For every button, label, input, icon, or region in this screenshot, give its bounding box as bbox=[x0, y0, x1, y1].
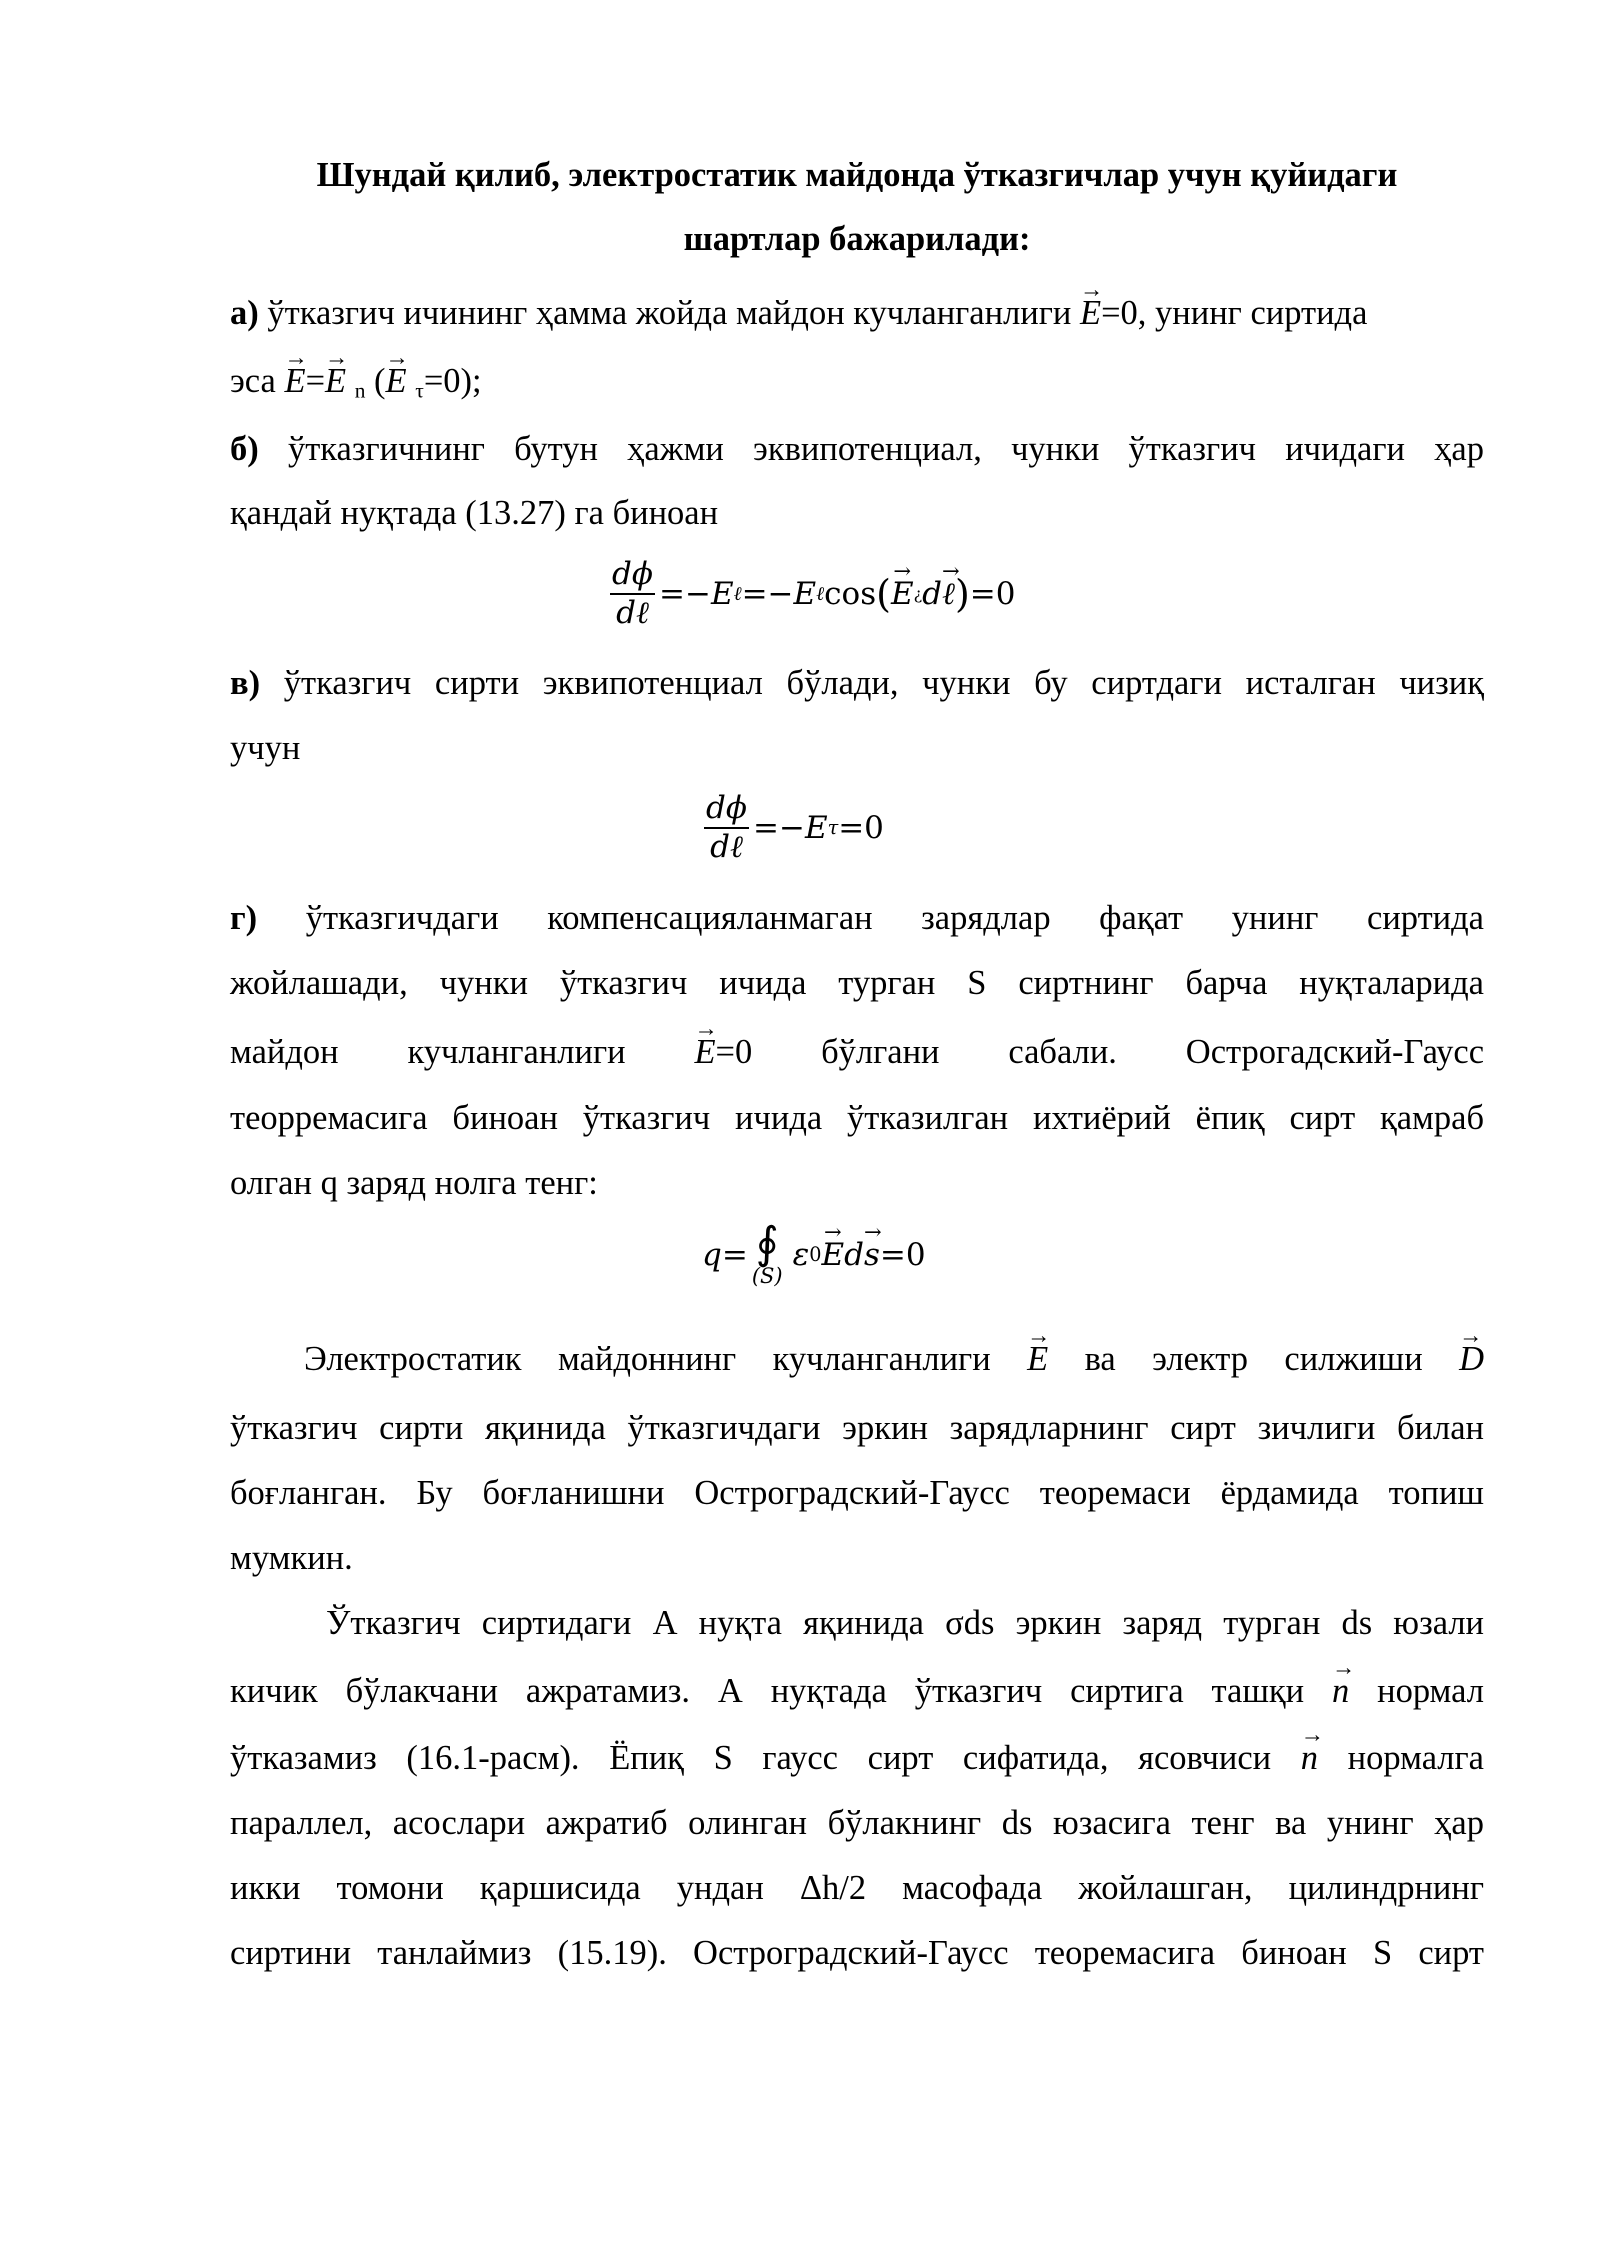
vector-e-expression bbox=[694, 1033, 752, 1071]
formula-e-symbol: E bbox=[793, 575, 817, 612]
contour-integral bbox=[751, 1218, 783, 1288]
formula-subscript-tau: τ bbox=[827, 816, 839, 840]
subscript-tau: τ bbox=[415, 378, 424, 403]
word: электр bbox=[1152, 1340, 1248, 1378]
item-a-text: ўтказгич ичининг ҳамма жойда майдон кучланганлиги bbox=[258, 294, 1080, 332]
fraction-dphi-dl bbox=[704, 792, 749, 863]
epsilon-subscript: 0 bbox=[809, 1243, 822, 1266]
vector-e-symbol: → E bbox=[1027, 1342, 1048, 1377]
epsilon-symbol: ε bbox=[792, 1236, 810, 1273]
section-title-line-2: шартлар бажарилади: bbox=[683, 220, 1031, 258]
formula-potential-gradient bbox=[610, 558, 1015, 629]
para-2-line-5: икки томони қаршисида ундан Δh/2 масофада жойлашган, цилиндрнинг bbox=[230, 1869, 1484, 1907]
para-2-text: ўтказамиз (16.1-расм). Ёпиқ S гаусс сирт сифатида, ясовчиси bbox=[230, 1739, 1301, 1777]
formula-left-paren: ( bbox=[876, 571, 891, 616]
item-a-line-2 bbox=[230, 364, 1484, 402]
word: бўлгани bbox=[821, 1033, 940, 1071]
formula-vector-s: → s bbox=[864, 1237, 880, 1273]
vector-e-symbol: → E bbox=[1080, 296, 1101, 331]
fraction-denominator: dℓ bbox=[616, 594, 649, 631]
formula-vector-e: → E bbox=[891, 576, 914, 612]
formula-end: =0 bbox=[969, 575, 1016, 612]
para-2-line-6: сиртини танлаймиз (15.19). Остроградский-Гаусс теоремасига биноан S сирт bbox=[230, 1934, 1484, 1972]
word: майдон bbox=[230, 1033, 339, 1071]
formula-operator: =− bbox=[741, 575, 794, 612]
item-g-line-2: жойлашади, чунки ўтказгич ичида турган S сиртнинг барча нуқталарида bbox=[230, 964, 1484, 1002]
formula-vector-l: → ℓ bbox=[942, 576, 955, 612]
item-b-text: ўтказгичнинг бутун ҳажми эквипотенциал, чунки ўтказгич ичидаги ҳар bbox=[258, 430, 1484, 468]
formula-end: =0 bbox=[879, 1236, 926, 1273]
word: кучланганлиги bbox=[407, 1033, 626, 1071]
para-1-line-2: ўтказгич сирти яқинида ўтказгичдаги эркин зарядларнинг сирт зичлиги билан bbox=[230, 1409, 1484, 1447]
para-2-text: кичик бўлакчани ажратамиз. А нуқтада ўтказгич сиртига ташқи bbox=[230, 1672, 1332, 1710]
para-1-line-3: боғланган. Бу боғланишни Остроградский-Гаусс теоремаси ёрдамида топиш bbox=[230, 1474, 1484, 1512]
para-1-line-1 bbox=[304, 1342, 1484, 1377]
formula-e-symbol: E bbox=[710, 575, 734, 612]
equals-zero: =0 bbox=[715, 1033, 753, 1071]
vector-e-symbol: → E bbox=[694, 1035, 715, 1070]
item-g-label: г) bbox=[230, 899, 258, 937]
item-g-line-3 bbox=[230, 1035, 1484, 1070]
section-title-line-1: Шундай қилиб, электростатик майдонда ўтказгичлар учун қуйидаги bbox=[316, 156, 1398, 194]
item-b-line-1 bbox=[230, 432, 1484, 467]
para-1-line-4: мумкин. bbox=[230, 1539, 353, 1577]
equals-sign: = bbox=[305, 362, 326, 400]
formula-superscript: ¿ bbox=[913, 584, 923, 604]
formula-operator: =− bbox=[658, 575, 711, 612]
item-v-line-2: учун bbox=[230, 729, 301, 767]
formula-gauss-integral bbox=[702, 1218, 926, 1288]
item-a-label: а) bbox=[230, 294, 259, 332]
formula-end: =0 bbox=[838, 809, 884, 846]
integral-limit: (S) bbox=[751, 1264, 783, 1288]
word: Электростатик bbox=[304, 1340, 522, 1378]
subscript-n: n bbox=[354, 378, 366, 403]
vector-d-symbol: → D bbox=[1459, 1342, 1484, 1377]
formula-d: d bbox=[922, 575, 943, 612]
formula-cos: cos bbox=[824, 575, 877, 612]
fraction-denominator: dℓ bbox=[710, 828, 743, 865]
fraction-numerator: dϕ bbox=[704, 792, 749, 829]
item-g-line-5: олган q заряд нолга тенг: bbox=[230, 1164, 598, 1202]
item-v-text: ўтказгич сирти эквипотенциал бўлади, чунки бу сиртдаги исталган чизиқ bbox=[260, 664, 1484, 702]
para-2-line-4: параллел, асослари ажратиб олинган бўлакнинг ds юзасига тенг ва унинг ҳар bbox=[230, 1804, 1484, 1842]
vector-n-symbol: → n bbox=[1301, 1741, 1318, 1776]
formula-vector-e: → E bbox=[821, 1237, 844, 1273]
para-2-line-1: Ўтказгич сиртидаги А нуқта яқинида σds эркин заряд турган ds юзали bbox=[326, 1604, 1484, 1642]
item-a-tail-2: =0); bbox=[423, 362, 482, 400]
formula-d: d bbox=[844, 1236, 864, 1273]
vector-n-symbol: → n bbox=[1332, 1674, 1349, 1709]
para-2-tail: нормалга bbox=[1318, 1739, 1484, 1777]
vector-e-symbol: → E bbox=[284, 364, 305, 399]
vector-e-symbol: → E bbox=[386, 364, 407, 399]
contour-integral-sign: ∮ bbox=[755, 1218, 779, 1269]
para-2-line-2 bbox=[230, 1674, 1484, 1709]
word: ва bbox=[1084, 1340, 1116, 1378]
item-a-tail: =0, унинг сиртида bbox=[1101, 294, 1368, 332]
item-g-line-1 bbox=[230, 901, 1484, 936]
vector-e-symbol: → E bbox=[325, 364, 346, 399]
fraction-dphi-dl bbox=[610, 558, 655, 629]
word: силжиши bbox=[1284, 1340, 1423, 1378]
formula-right-paren: ) bbox=[954, 571, 970, 616]
formula-operator: =− bbox=[752, 809, 805, 846]
formula-e-symbol: E bbox=[804, 809, 828, 846]
item-v-line-1 bbox=[230, 666, 1484, 701]
item-a-prefix: эса bbox=[230, 362, 285, 400]
formula-subscript-l: ℓ bbox=[733, 581, 742, 605]
item-g-text: ўтказгичдаги компенсацияланмаган зарядлар фақат унинг сиртида bbox=[257, 899, 1484, 937]
open-paren: ( bbox=[365, 362, 386, 400]
item-b-line-2: қандай нуқтада (13.27) га биноан bbox=[230, 494, 719, 532]
word: майдоннинг bbox=[557, 1340, 737, 1378]
item-b-label: б) bbox=[230, 430, 259, 468]
fraction-numerator: dϕ bbox=[610, 558, 655, 595]
para-2-line-3 bbox=[230, 1741, 1484, 1776]
item-a-line-1 bbox=[230, 296, 1484, 331]
item-g-line-4: теорремасига биноан ўтказгич ичида ўтказилган ихтиёрий ёпиқ сирт қамраб bbox=[230, 1099, 1484, 1137]
formula-lhs: q= bbox=[702, 1236, 748, 1273]
item-v-label: в) bbox=[230, 664, 261, 702]
formula-tangential-component bbox=[704, 792, 884, 863]
word: Острогадский-Гаусс bbox=[1185, 1033, 1485, 1071]
para-2-tail: нормал bbox=[1349, 1672, 1484, 1710]
word: сабали. bbox=[1008, 1033, 1117, 1071]
formula-subscript-l: ℓ bbox=[816, 581, 825, 605]
word: кучланганлиги bbox=[772, 1340, 991, 1378]
